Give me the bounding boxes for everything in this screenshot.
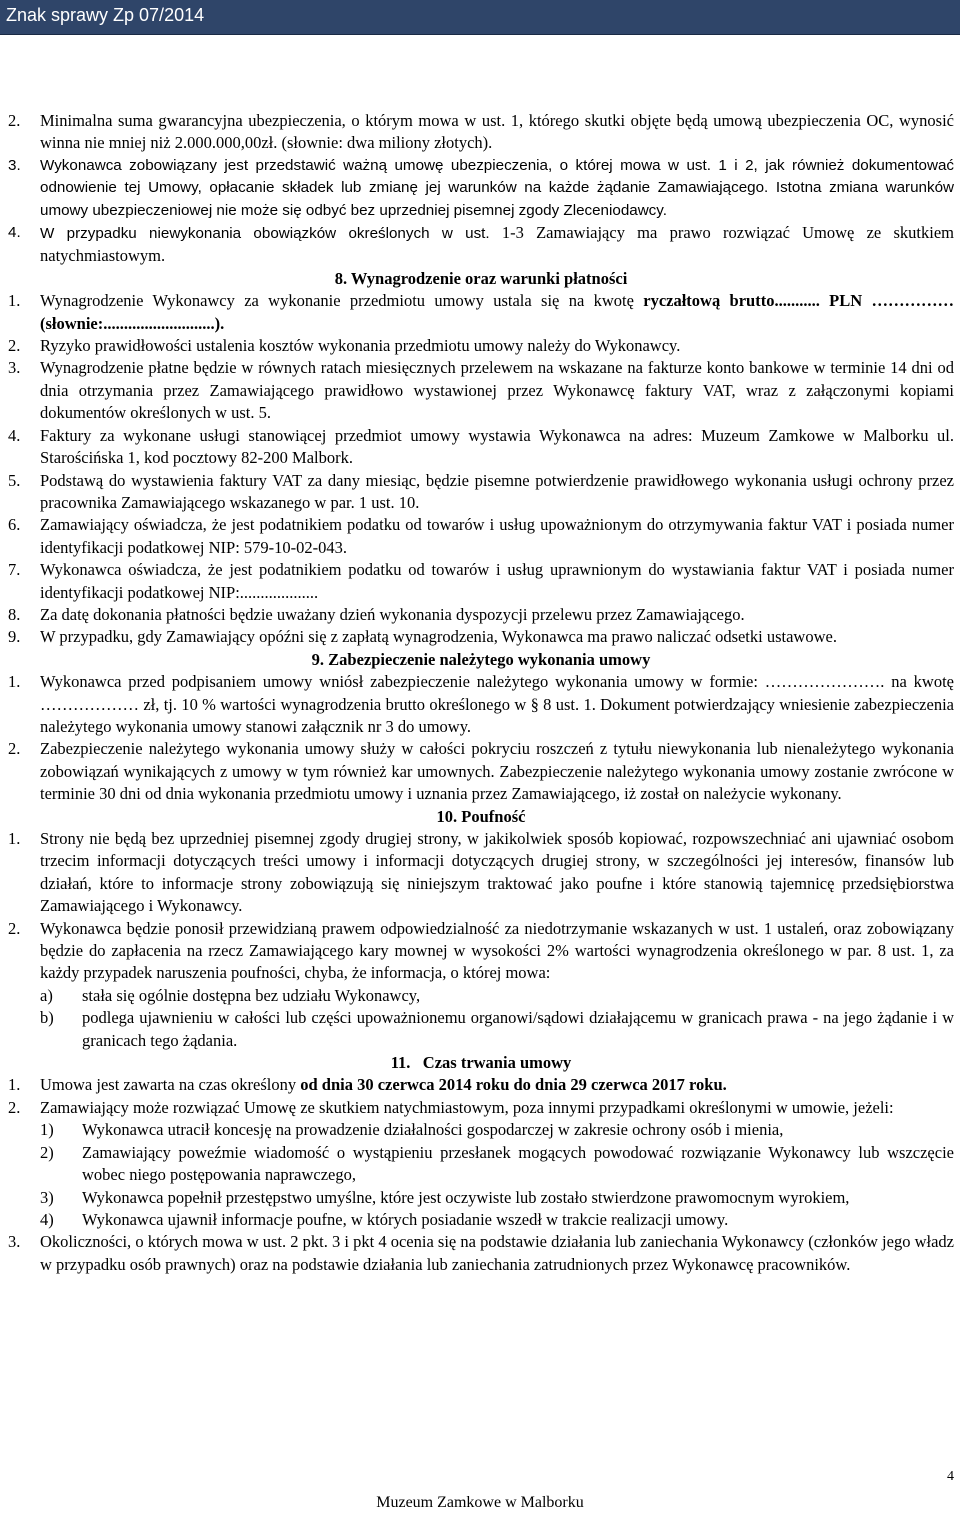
clause-text: Zamawiający oświadcza, że jest podatnikiem podatku od towarów i usług upoważnionym do otrzymywania faktur VAT i posiada numer identyfikacji podatkowej NIP: 579-10-02-043. <box>40 515 954 557</box>
clause-text: W przypadku, gdy Zamawiający opóźni się z zapłatą wynagrodzenia, Wykonawca ma prawo naliczać odsetki ustawowe. <box>40 627 837 647</box>
clause-text: Wykonawca przed podpisaniem umowy wniósł zabezpieczenie należytego wykonania umowy w formie: …………………. na kwotę ……………… zł, tj. 10 % wartości wynagrodzenia brutto określonego w § 8 ust. 1. Dokument potwierdzający wniesienie zabezpieczenia należytego wykonania umowy stanowi załącznik nr 3 do umowy. <box>40 672 954 736</box>
clause-text: Faktury za wykonane usługi stanowiącej przedmiot umowy wystawia Wykonawca na adres: Muzeum Zamkowe w Malborku ul. Starościńska 1, kod pocztowy 82-200 Malbork. <box>40 425 954 468</box>
item-number: 9. <box>8 627 21 647</box>
clause-text: Strony nie będą bez uprzedniej pisemnej zgody drugiej strony, w jakikolwiek sposób kopiować, rozpowszechniać ani ujawniać osobom trzecim informacji dotyczących treści umowy i informacji dotyczących drugiej strony, w szczególności jej interesów, finansów lub działań, które to informacje strony zobowiązują się niniejszym traktować jako poufne i które stanowią tajemnicę przedsiębiorstwa Zamawiającego i Wykonawcy. <box>40 829 954 916</box>
item-number: 1. <box>8 672 21 692</box>
clause-text: Wynagrodzenie Wykonawcy za wykonanie przedmiotu umowy ustala się na kwotę <box>40 291 644 311</box>
clause-11-2 <box>8 1097 954 1119</box>
clause-8-1 <box>8 290 954 335</box>
item-number: 2. <box>8 111 21 130</box>
document-header-bar <box>0 0 960 35</box>
clause-9-2 <box>8 738 954 805</box>
clause-text: W przypadku niewykonania obowiązków określonych w ust. <box>40 225 490 243</box>
clause-9-1 <box>8 671 954 738</box>
clause-8-6 <box>8 514 954 559</box>
clause-11-2-2 <box>40 1142 954 1187</box>
clause-8-3 <box>8 357 954 424</box>
clause-8-2 <box>8 335 954 357</box>
clause-11-2-1 <box>40 1119 954 1141</box>
clause-text: Wykonawca będzie ponosił przewidzianą prawem odpowiedzialność za niedotrzymanie wskazanych w ust. 1 ustaleń, oraz zobowiązany będzie do zapłacenia na rzecz Zamawiającego kary mownej w wysokości 2% wartości wynagrodzenia określonego w par. 8 ust. 1, za każdy przypadek naruszenia poufności, chyba, że informacja, o której mowa: <box>40 918 954 983</box>
item-number: 3. <box>8 1232 21 1252</box>
clause-8-9 <box>8 626 954 648</box>
item-number: 2. <box>8 739 21 759</box>
clause-10-1 <box>8 828 954 918</box>
clause-text: stała się ogólnie dostępna bez udziału Wykonawcy, <box>82 985 421 1005</box>
clause-10-2 <box>8 918 954 985</box>
clause-8-5 <box>8 470 954 515</box>
clause-text: Umowa jest zawarta na czas określony <box>40 1075 301 1095</box>
item-number: 5. <box>8 470 21 490</box>
item-number: 2. <box>8 1097 21 1117</box>
clause-text: Wykonawca zobowiązany jest przedstawić ważną umowę ubezpieczenia, o której mowa w ust. 1 i 2, jak również dokumentować odnowienie tej Umowy, opłacanie składek lub zmianę jej warunków na każde żądanie Zamawiającego. Istotna zmiana warunków umowy ubezpieczeniowej nie może się odbyć bez uprzedniej pisemnej zgody Zleceniodawcy. <box>40 156 954 219</box>
item-number: 4. <box>8 224 21 242</box>
item-number: 6. <box>8 515 21 535</box>
clause-text: Zamawiający może rozwiązać Umowę ze skutkiem natychmiastowym, poza innymi przypadkami określonymi w umowie, jeżeli: <box>40 1097 894 1117</box>
clause-11-3 <box>8 1231 954 1276</box>
clause-10-2-a <box>40 985 954 1007</box>
item-letter: b) <box>40 1008 54 1028</box>
clause-text: Wykonawca ujawnił informacje poufne, w których posiadanie wszedł w trakcie realizacji umowy. <box>82 1209 729 1229</box>
clause-11-1 <box>8 1074 954 1096</box>
item-number: 2) <box>40 1142 54 1162</box>
clause-7-4 <box>8 222 954 268</box>
clause-8-7 <box>8 559 954 604</box>
clause-10-2-b <box>40 1007 954 1052</box>
clause-8-4 <box>8 425 954 470</box>
item-number: 8. <box>8 604 21 624</box>
clause-text: 1-3 Zamawiający ma prawo rozwiązać Umowę ze skutkiem natychmiastowym. <box>40 223 954 266</box>
item-number: 1. <box>8 1075 21 1095</box>
item-number: 1. <box>8 829 21 848</box>
document-reference: Znak sprawy Zp 07/2014 <box>6 5 205 25</box>
document-body <box>8 110 954 1276</box>
item-number: 7. <box>8 560 21 580</box>
clause-text: Ryzyko prawidłowości ustalenia kosztów wykonania przedmiotu umowy należy do Wykonawcy. <box>40 336 681 356</box>
clause-7-3 <box>8 155 954 222</box>
clause-7-2 <box>8 110 954 155</box>
section-11-heading: 11. Czas trwania umowy <box>390 1053 572 1073</box>
clause-text: Za datę dokonania płatności będzie uważany dzień wykonania dyspozycji przelewu przez Zamawiającego. <box>40 604 745 624</box>
clause-text: Zamawiający poweźmie wiadomość o wystąpieniu przesłanek mogących powodować rozwiązanie Wykonawcy lub wszczęcie wobec niego postępowania naprawczego, <box>82 1142 954 1185</box>
page-number: 4 <box>947 1469 954 1484</box>
clause-text: Minimalna suma gwarancyjna ubezpieczenia, o którym mowa w ust. 1, którego skutki objęte będą umową ubezpieczenia OC, wynosić winna nie mniej niż 2.000.000,00zł. (słownie: dwa miliony złotych). <box>40 111 954 153</box>
section-8-heading: 8. Wynagrodzenie oraz warunki płatności <box>334 268 628 288</box>
clause-11-2-3 <box>40 1187 954 1209</box>
clause-text: Zabezpieczenie należytego wykonania umowy służy w całości pokryciu roszczeń z tytułu niewykonania lub nienależytego wykonania zobowiązań wynikających z umowy w tym również kar umownych. Zabezpieczenie należytego wykonania umowy zostanie zwrócone w terminie 30 dni od dnia wykonania przedmiotu umowy i uznania przez Zamawiającego, iż został on należycie wykonany. <box>40 739 954 804</box>
item-number: 4) <box>40 1209 54 1229</box>
amount-placeholder: ryczałtową brutto........... PLN ……………(słownie:...........................). <box>40 291 954 333</box>
clause-text: Podstawą do wystawienia faktury VAT za dany miesiąc, będzie pisemne potwierdzenie prawidłowego wykonania usługi ochrony przez pracownika Zamawiającego wskazanego w par. 1 ust. 10. <box>40 470 954 512</box>
item-number: 1. <box>8 291 21 311</box>
item-letter: a) <box>40 985 53 1005</box>
clause-text: Okoliczności, o których mowa w ust. 2 pkt. 3 i pkt 4 ocenia się na podstawie działania lub zaniechania Wykonawcy (członków jego władz w przypadku osób prawnych) oraz na podstawie działania lub zaniechania zatrudnionych przez Wykonawcę pracowników. <box>40 1232 954 1274</box>
page-footer: Muzeum Zamkowe w Malborku <box>376 1494 584 1511</box>
clause-text: Wykonawca popełnił przestępstwo umyślne, które jest oczywiste lub zostało stwierdzone prawomocnym wyrokiem, <box>82 1187 850 1207</box>
item-number: 2. <box>8 336 21 356</box>
item-number: 3. <box>8 358 21 378</box>
clause-8-8 <box>8 604 954 626</box>
item-number: 2. <box>8 918 21 938</box>
clause-text: podlega ujawnieniu w całości lub części upoważnionemu organowi/sądowi działającemu w granicach prawa - na jego żądanie i w granicach tego żądania. <box>82 1008 954 1050</box>
clause-11-2-4 <box>40 1209 954 1231</box>
item-number: 1) <box>40 1120 54 1140</box>
item-number: 4. <box>8 425 21 445</box>
clause-text: Wykonawca oświadcza, że jest podatnikiem podatku od towarów i usług uprawnionym do wystawiania faktur VAT i posiada numer identyfikacji podatkowej NIP:................... <box>40 560 954 602</box>
clause-text: Wykonawca utracił koncesję na prowadzenie działalności gospodarczej w zakresie ochrony osób i mienia, <box>82 1120 784 1140</box>
section-10-heading: 10. Poufność <box>436 806 526 826</box>
clause-text: Wynagrodzenie płatne będzie w równych ratach miesięcznych przelewem na wskazane na fakturze konto bankowe w terminie 14 dni od dnia otrzymania przez Zamawiającego prawidłowo wystawionej przez Wykonawcę faktury VAT, wraz z załączonymi kopiami dokumentów określonych w ust. 5. <box>40 358 954 423</box>
item-number: 3) <box>40 1187 54 1207</box>
item-number: 3. <box>8 156 21 174</box>
section-9-heading: 9. Zabezpieczenie należytego wykonania umowy <box>311 649 651 669</box>
contract-period: od dnia 30 czerwca 2014 roku do dnia 29 czerwca 2017 roku. <box>300 1075 727 1095</box>
